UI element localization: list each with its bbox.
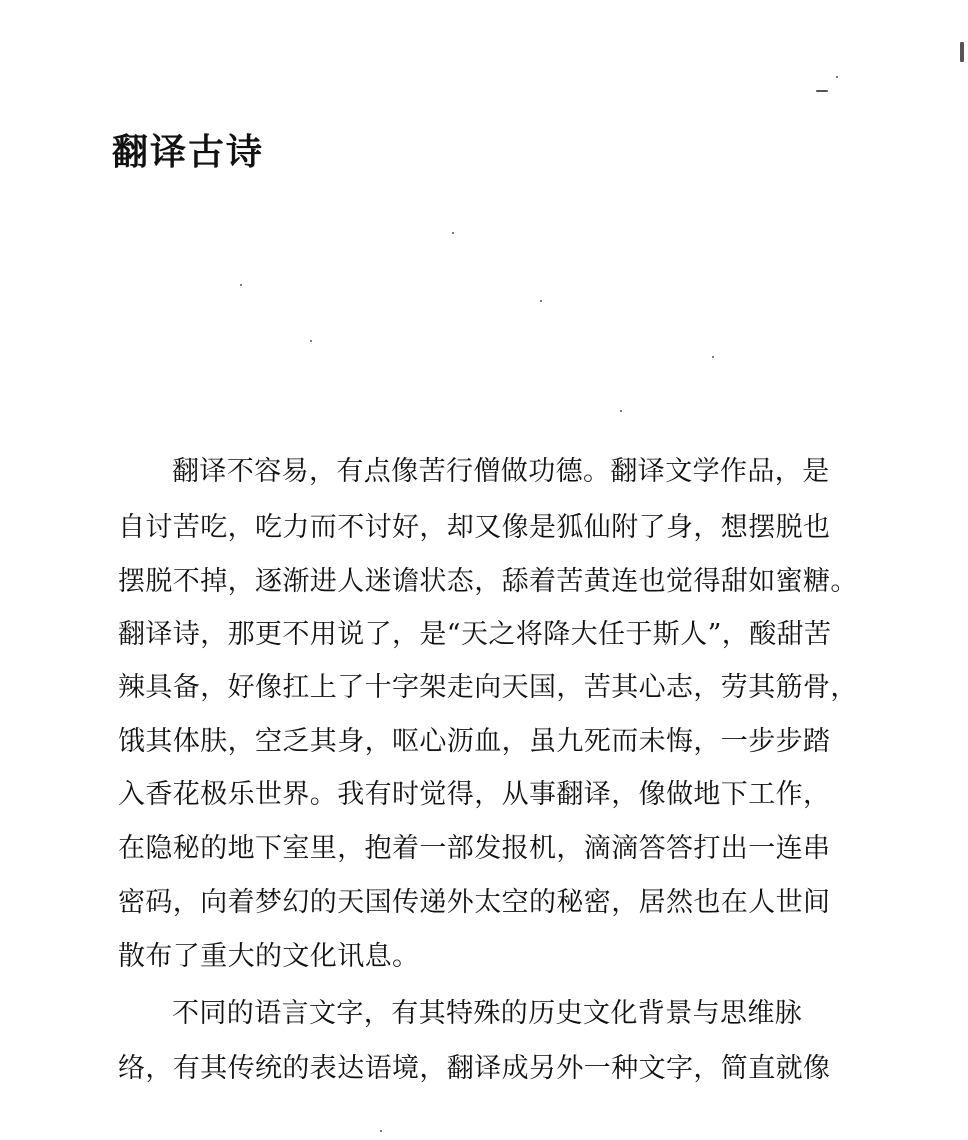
page-title: 翻译古诗 <box>112 131 265 173</box>
text-line: 辣具备，好像扛上了十字架走向天国，苦其心志，劳其筋骨， <box>118 672 858 703</box>
scan-speck <box>620 410 622 412</box>
scan-speck <box>380 1130 382 1132</box>
text-line: 自讨苦吃，吃力而不讨好，却又像是狐仙附了身，想摆脱也 <box>118 512 831 543</box>
scan-speck <box>816 90 828 92</box>
scan-speck <box>836 76 838 78</box>
text-line: 摆脱不掉，逐渐进人迷谵状态，舔着苦黄连也觉得甜如蜜糖。 <box>118 566 858 597</box>
scan-speck <box>452 232 454 234</box>
text-line: 在隐秘的地下室里，抱着一部发报机，滴滴答答打出一连串 <box>118 833 831 864</box>
scan-speck <box>310 340 312 342</box>
text-line: 散布了重大的文化讯息。 <box>118 941 420 972</box>
scan-speck <box>540 300 542 302</box>
text-line: 络，有其传统的表达语境，翻译成另外一种文字，简直就像 <box>118 1053 831 1084</box>
text-line: 不同的语言文字，有其特殊的历史文化背景与思维脉 <box>172 998 803 1029</box>
text-line: 饿其体肤，空乏其身，呕心沥血，虽九死而未悔，一步步踏 <box>118 726 831 757</box>
scan-speck <box>240 284 242 286</box>
scan-speck <box>960 42 964 62</box>
text-line: 密码，向着梦幻的天国传递外太空的秘密，居然也在人世间 <box>118 887 831 918</box>
scan-speck <box>712 356 714 358</box>
text-line: 入香花极乐世界。我有时觉得，从事翻译，像做地下工作， <box>118 779 831 810</box>
text-line: 翻译不容易，有点像苦行僧做功德。翻译文学作品，是 <box>172 456 830 487</box>
text-line: 翻译诗，那更不用说了，是“天之将降大任于斯人”，酸甜苦 <box>118 619 832 650</box>
